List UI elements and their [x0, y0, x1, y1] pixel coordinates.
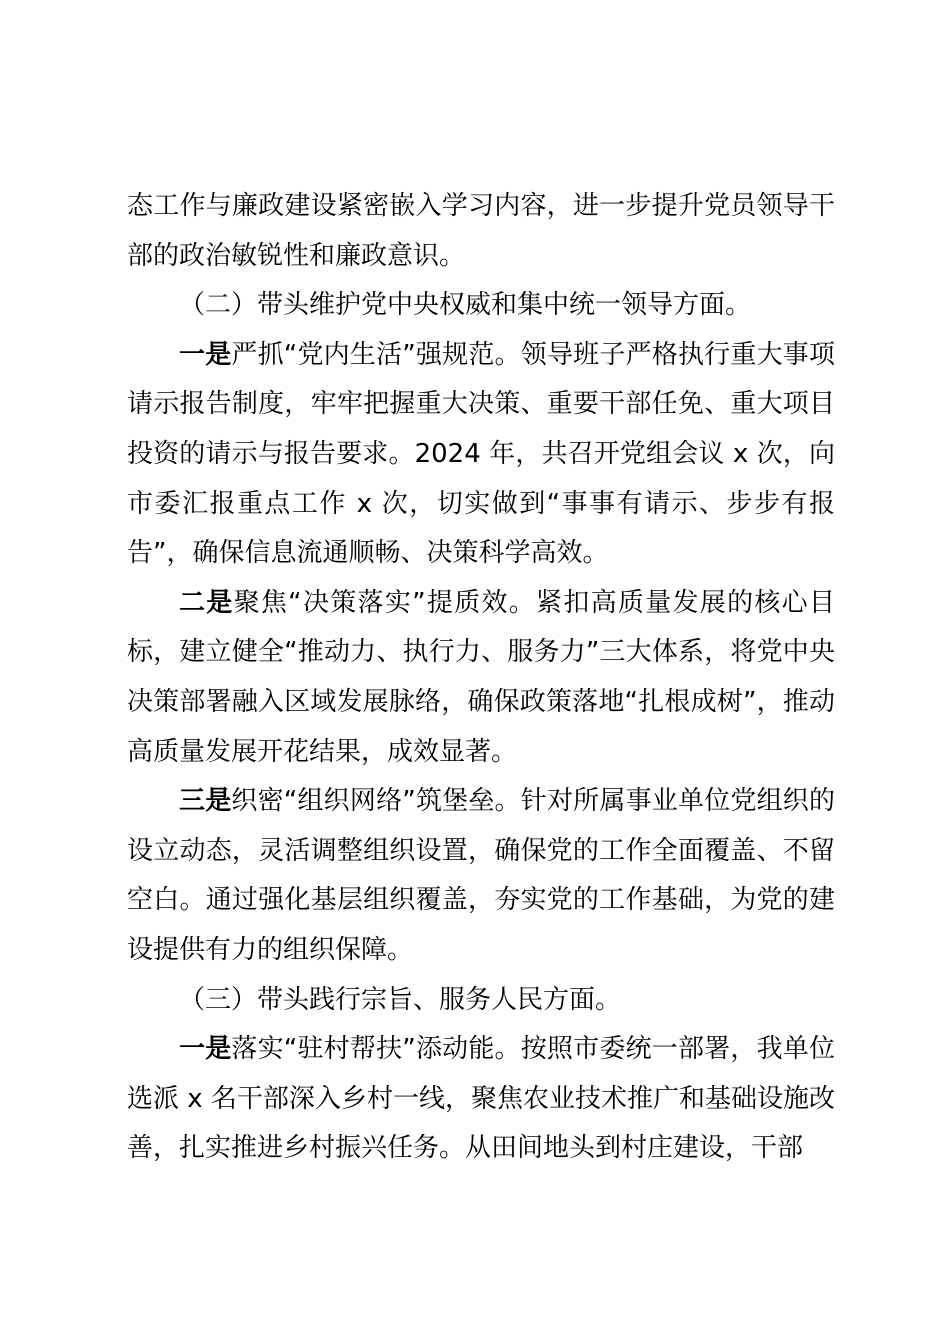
- heading-text: （二）带头维护党中央权威和集中统一领导方面。: [179, 290, 752, 321]
- paragraph-lead: 三是: [179, 786, 232, 817]
- paragraph-item-one-b: [127, 1025, 835, 1174]
- paragraph-continuation: [127, 182, 835, 281]
- paragraph-text: 聚焦“决策落实”提质效。紧扣高质量发展的核心目标，建立健全“推动力、执行力、服务力”三大体系，将党中央决策部署融入区域发展脉络，确保政策落地“扎根成树”，推动高质量发展开花结果，成效显著。: [127, 587, 835, 767]
- paragraph-item-two: [127, 579, 835, 777]
- paragraph-lead: 二是: [179, 587, 234, 618]
- paragraph-item-one: [127, 331, 835, 579]
- paragraph-text: 严抓“党内生活”强规范。领导班子严格执行重大事项请示报告制度，牢牢把握重大决策、重要干部任免、重大项目投资的请示与报告要求。2024 年，共召开党组会议 x 次，向市委汇报重点工作 x 次，切实做到“事事有请示、步步有报告”，确保信息流通顺畅、决策科学高效。: [127, 339, 835, 569]
- paragraph-lead: 一是: [179, 1034, 232, 1065]
- paragraph-lead: 一是: [179, 339, 232, 370]
- section-heading-two: [127, 281, 835, 331]
- paragraph-text: 态工作与廉政建设紧密嵌入学习内容，进一步提升党员领导干部的政治敏锐性和廉政意识。: [127, 191, 835, 271]
- paragraph-item-three: [127, 777, 835, 975]
- paragraph-text: 落实“驻村帮扶”添动能。按照市委统一部署，我单位选派 x 名干部深入乡村一线，聚焦农业技术推广和基础设施改善，扎实推进乡村振兴任务。从田间地头到村庄建设，干部: [127, 1034, 835, 1164]
- paragraph-text: 织密“组织网络”筑堡垒。针对所属事业单位党组织的设立动态，灵活调整组织设置，确保党的工作全面覆盖、不留空白。通过强化基层组织覆盖，夯实党的工作基础，为党的建设提供有力的组织保障。: [127, 786, 835, 965]
- document-body: [127, 182, 835, 1174]
- section-heading-three: [127, 976, 835, 1026]
- heading-text: （三）带头践行宗旨、服务人民方面。: [179, 984, 622, 1015]
